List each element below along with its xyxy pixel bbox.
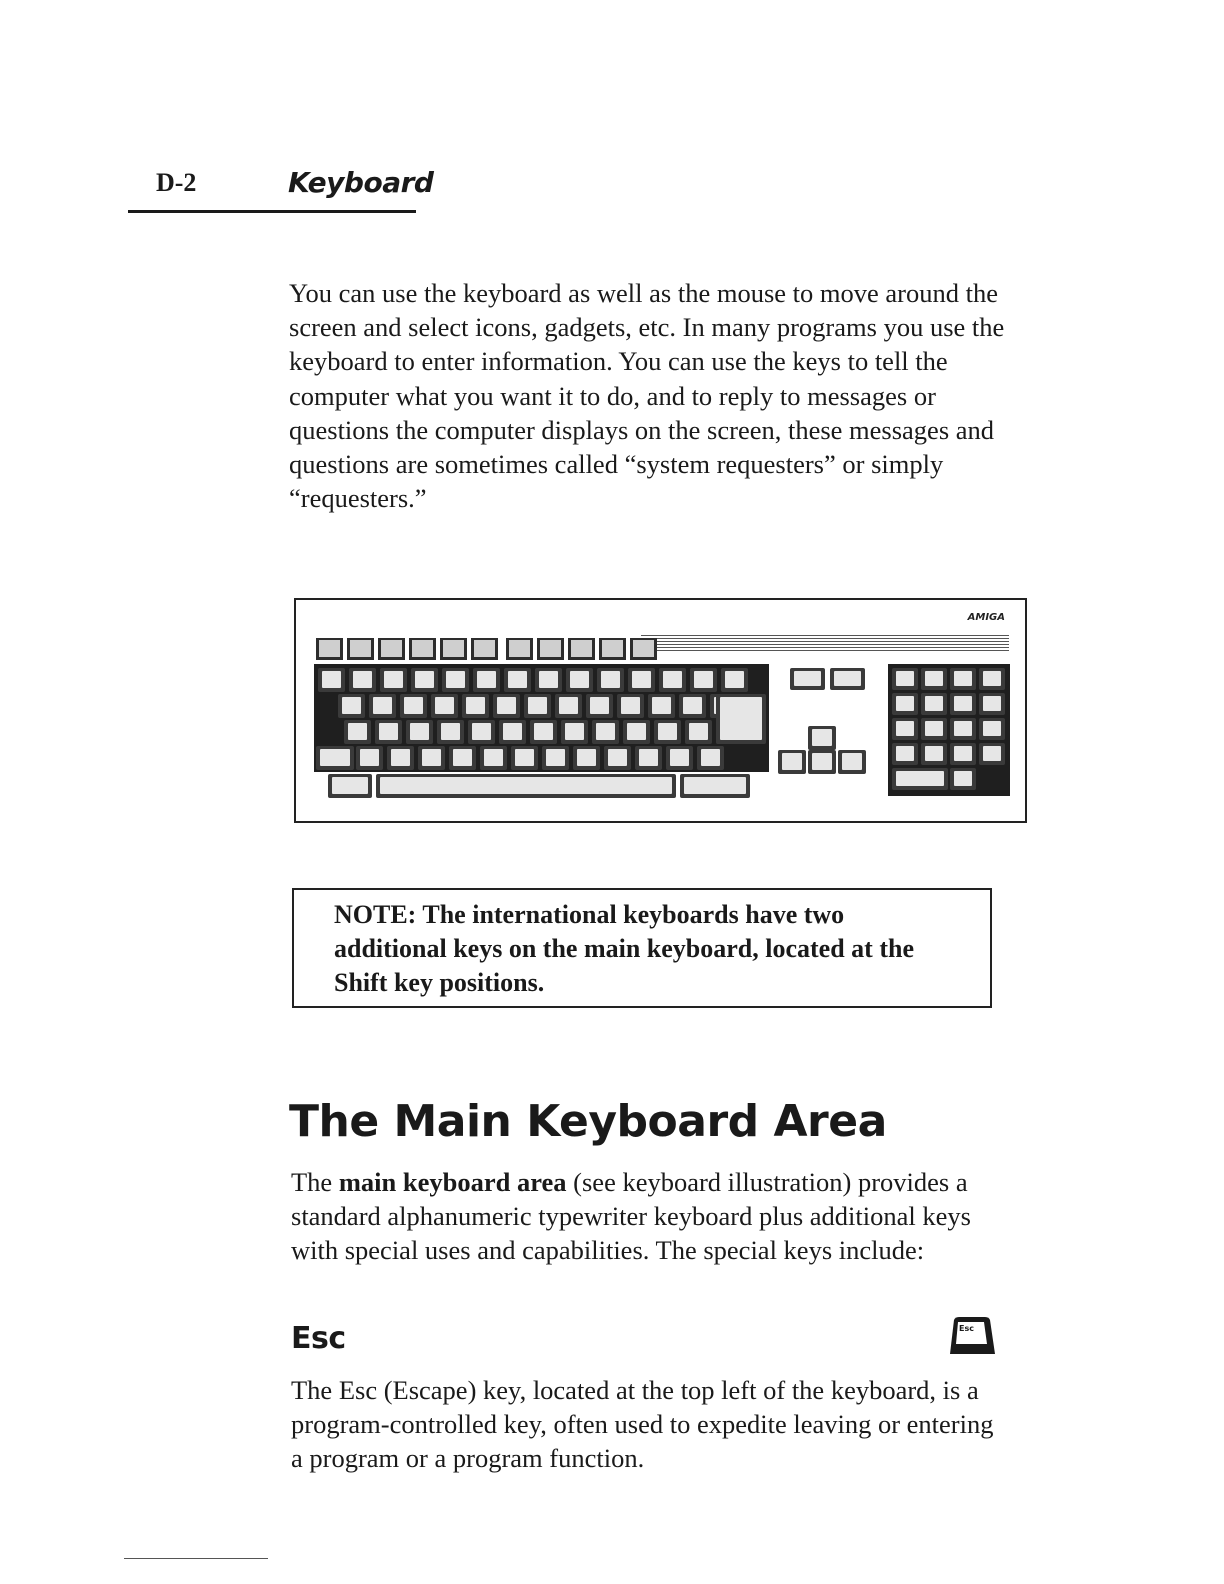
space-bar	[376, 774, 676, 798]
keypad-key	[950, 668, 976, 690]
function-key	[440, 638, 467, 660]
keypad-key	[950, 718, 976, 740]
main-key	[462, 694, 489, 718]
main-key	[685, 720, 712, 744]
main-key	[511, 746, 538, 770]
keypad-key	[892, 668, 918, 690]
function-key	[506, 638, 533, 660]
function-key	[568, 638, 595, 660]
section-paragraph-end: (see keyboard illustration) provides a standard alphanumeric typewriter keyboard plus additional keys with special uses and capabilities. The special keys include:	[291, 1167, 971, 1266]
function-key	[630, 638, 657, 660]
main-key	[338, 694, 365, 718]
section-paragraph-bold-term: main keyboard area	[338, 1167, 567, 1197]
main-key	[318, 668, 345, 692]
main-key	[473, 668, 500, 692]
help-key	[830, 668, 865, 690]
main-key	[344, 720, 371, 744]
main-key	[573, 746, 600, 770]
main-key	[369, 694, 396, 718]
main-key	[623, 720, 650, 744]
main-key	[635, 746, 662, 770]
esc-heading: Esc	[291, 1321, 346, 1356]
page-number: D-2	[156, 168, 197, 197]
main-key	[349, 668, 376, 692]
header-rule	[128, 210, 416, 213]
keypad-key	[921, 743, 947, 765]
keypad-key	[979, 718, 1005, 740]
del-key	[790, 668, 825, 690]
keypad-key	[979, 668, 1005, 690]
function-key	[409, 638, 436, 660]
chapter-title: Keyboard	[288, 166, 434, 199]
main-key	[380, 668, 407, 692]
cursor-right-key	[838, 750, 866, 774]
main-key	[566, 668, 593, 692]
main-key	[659, 668, 686, 692]
alt-key	[328, 774, 372, 798]
main-key	[690, 668, 717, 692]
main-key	[654, 720, 681, 744]
keypad-key	[950, 693, 976, 715]
main-key	[555, 694, 582, 718]
keypad-key	[950, 743, 976, 765]
section-paragraph	[291, 1165, 1001, 1268]
amiga-key-right	[680, 774, 750, 798]
esc-key-icon-label: Esc	[959, 1324, 974, 1333]
main-key	[648, 694, 675, 718]
main-key	[493, 694, 520, 718]
function-key	[471, 638, 498, 660]
function-key	[347, 638, 374, 660]
main-key	[592, 720, 619, 744]
main-key	[504, 668, 531, 692]
note-text: NOTE: The international keyboards have two additional keys on the main keyboard, located at the Shift key positions.	[334, 900, 914, 997]
cursor-up-key	[808, 726, 836, 750]
main-key	[406, 720, 433, 744]
main-key	[480, 746, 507, 770]
function-key	[378, 638, 405, 660]
keypad-key	[892, 743, 918, 765]
main-key	[721, 668, 748, 692]
main-key	[628, 668, 655, 692]
keypad-key	[979, 743, 1005, 765]
main-key	[375, 720, 402, 744]
main-key	[400, 694, 427, 718]
section-paragraph-start: The	[291, 1167, 339, 1197]
keypad-key	[892, 768, 948, 790]
main-key	[499, 720, 526, 744]
keypad-key	[921, 718, 947, 740]
main-key	[597, 668, 624, 692]
main-key	[437, 720, 464, 744]
keypad-key	[921, 668, 947, 690]
shift-key	[316, 746, 354, 770]
main-key	[356, 746, 383, 770]
cursor-left-key	[778, 750, 806, 774]
intro-paragraph: You can use the keyboard as well as the mouse to move around the screen and select icons, gadgets, etc. In many programs you use the keyboard to enter information. You can use the keys to tell the computer what you want it to do, and to reply to messages or questions the computer displays on the screen, these messages and questions are sometimes called “system requesters” or simply “requesters.”	[289, 278, 1005, 514]
function-key	[537, 638, 564, 660]
function-key	[316, 638, 343, 660]
main-key	[468, 720, 495, 744]
main-key	[431, 694, 458, 718]
main-key	[418, 746, 445, 770]
main-key	[449, 746, 476, 770]
keypad-key	[979, 693, 1005, 715]
keyboard-brand-logo: AMIGA	[967, 612, 1005, 623]
main-key	[617, 694, 644, 718]
main-key	[604, 746, 631, 770]
main-key	[542, 746, 569, 770]
keyboard-top-strip	[641, 635, 1009, 653]
return-key	[716, 694, 766, 744]
main-key	[530, 720, 557, 744]
keypad-key	[921, 693, 947, 715]
keypad-key	[892, 718, 918, 740]
main-key	[561, 720, 588, 744]
keyboard-illustration	[294, 598, 1027, 823]
cursor-down-key	[808, 750, 836, 774]
esc-key-icon	[944, 1316, 998, 1356]
main-key	[442, 668, 469, 692]
function-key	[599, 638, 626, 660]
main-key	[411, 668, 438, 692]
footer-rule	[124, 1558, 268, 1559]
keypad-key	[892, 693, 918, 715]
main-key	[697, 746, 724, 770]
main-key	[666, 746, 693, 770]
main-key	[524, 694, 551, 718]
main-key	[586, 694, 613, 718]
main-key	[679, 694, 706, 718]
esc-paragraph: The Esc (Escape) key, located at the top left of the keyboard, is a program-controlled key, often used to expedite leaving or entering a program or a program function.	[291, 1375, 994, 1474]
keypad-key	[950, 768, 976, 790]
main-key	[387, 746, 414, 770]
main-key	[535, 668, 562, 692]
section-heading: The Main Keyboard Area	[289, 1096, 887, 1147]
